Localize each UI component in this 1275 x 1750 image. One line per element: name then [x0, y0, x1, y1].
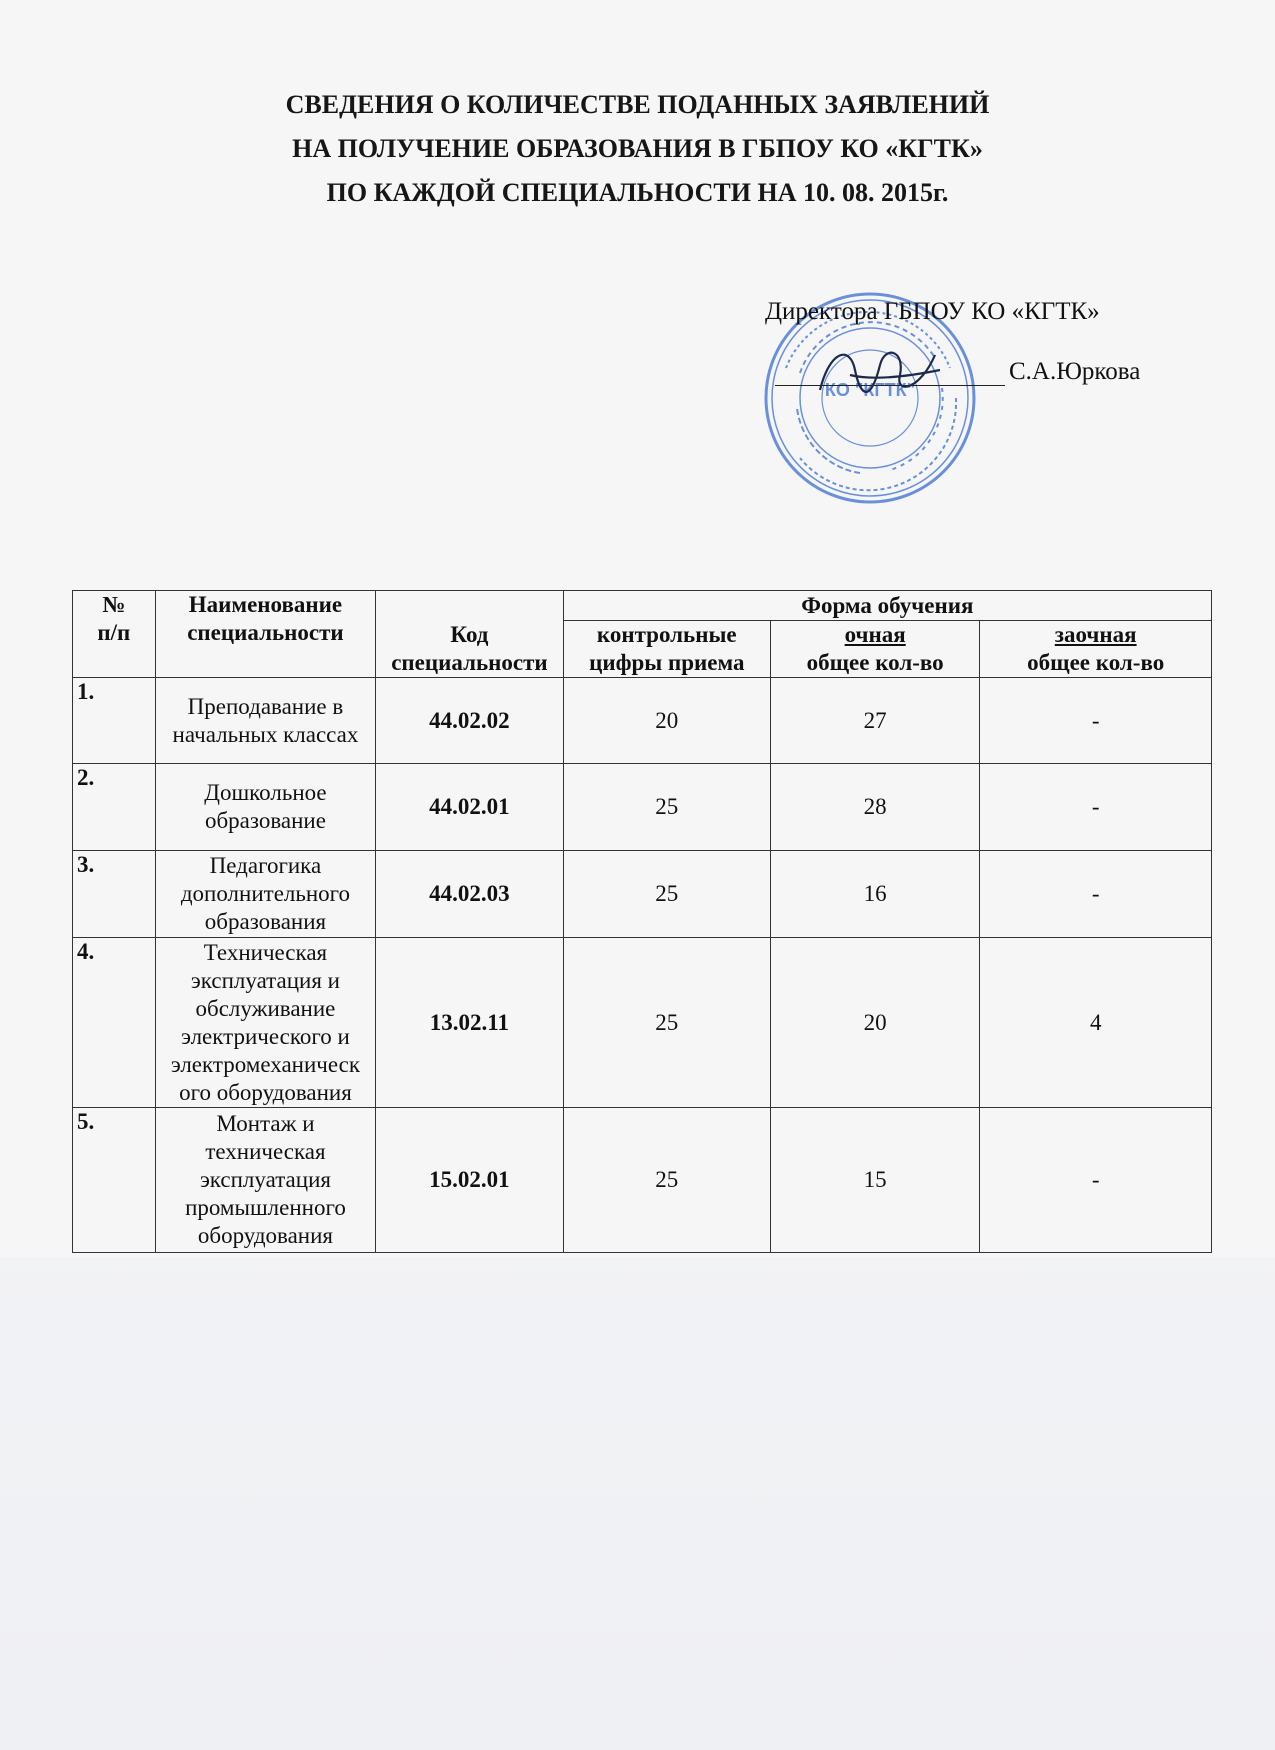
- specialty-name: Преподавание в начальных классах: [155, 678, 376, 764]
- header-name: Наименование специальности: [155, 591, 376, 678]
- header-part-time-sub: общее кол-во: [1027, 650, 1165, 675]
- director-name: С.А.Юркова: [1009, 358, 1141, 385]
- specialty-name: Монтаж и техническая эксплуатация промышленного оборудования: [155, 1108, 376, 1253]
- document-title: [0, 83, 1275, 215]
- header-part-time: [980, 621, 1212, 678]
- row-number: 2.: [73, 764, 156, 851]
- control-figures-value: 25: [563, 851, 770, 938]
- part-time-count: 4: [980, 938, 1212, 1108]
- part-time-count: -: [980, 851, 1212, 938]
- full-time-count: 20: [770, 938, 979, 1108]
- table-row: [73, 938, 1212, 1108]
- full-time-count: 16: [770, 851, 979, 938]
- part-time-count: -: [980, 678, 1212, 764]
- handwritten-signature: [810, 330, 950, 420]
- title-line-1: СВЕДЕНИЯ О КОЛИЧЕСТВЕ ПОДАННЫХ ЗАЯВЛЕНИЙ: [285, 90, 990, 119]
- specialty-name: Педагогика дополнительного образования: [155, 851, 376, 938]
- paper-fold-shading: [0, 1257, 1275, 1750]
- applications-table: [72, 590, 1212, 1253]
- table-row: [73, 678, 1212, 764]
- table-row: [73, 1108, 1212, 1253]
- title-line-2: НА ПОЛУЧЕНИЕ ОБРАЗОВАНИЯ В ГБПОУ КО «КГТК»: [292, 134, 983, 163]
- specialty-code: 15.02.01: [376, 1108, 563, 1253]
- control-figures-value: 25: [563, 764, 770, 851]
- header-study-form: Форма обучения: [563, 591, 1211, 621]
- header-num: № п/п: [73, 591, 156, 678]
- specialty-code: 13.02.11: [376, 938, 563, 1108]
- specialty-name: Техническая эксплуатация и обслуживание электрического и электромеханическ ого оборудования: [155, 938, 376, 1108]
- header-full-time: [770, 621, 979, 678]
- full-time-count: 28: [770, 764, 979, 851]
- director-position: Директора ГБПОУ КО «КГТК»: [765, 298, 1100, 325]
- row-number: 5.: [73, 1108, 156, 1253]
- part-time-count: -: [980, 764, 1212, 851]
- full-time-count: 27: [770, 678, 979, 764]
- specialty-code: 44.02.01: [376, 764, 563, 851]
- control-figures-value: 20: [563, 678, 770, 764]
- specialty-code: 44.02.03: [376, 851, 563, 938]
- full-time-count: 15: [770, 1108, 979, 1253]
- specialty-code: 44.02.02: [376, 678, 563, 764]
- row-number: 4.: [73, 938, 156, 1108]
- control-figures-value: 25: [563, 938, 770, 1108]
- header-code: Код специальности: [376, 591, 563, 678]
- specialty-name: Дошкольное образование: [155, 764, 376, 851]
- title-line-3: ПО КАЖДОЙ СПЕЦИАЛЬНОСТИ НА 10. 08. 2015г.: [326, 178, 949, 207]
- header-full-time-title: очная: [844, 622, 906, 647]
- table-row: [73, 851, 1212, 938]
- header-part-time-title: заочная: [1054, 622, 1137, 647]
- part-time-count: -: [980, 1108, 1212, 1253]
- header-full-time-sub: общее кол-во: [806, 650, 944, 675]
- stamp-text: КО "КГТК": [824, 380, 916, 400]
- row-number: 3.: [73, 851, 156, 938]
- control-figures-value: 25: [563, 1108, 770, 1253]
- row-number: 1.: [73, 678, 156, 764]
- header-control-figures: контрольные цифры приема: [563, 621, 770, 678]
- table-row: [73, 764, 1212, 851]
